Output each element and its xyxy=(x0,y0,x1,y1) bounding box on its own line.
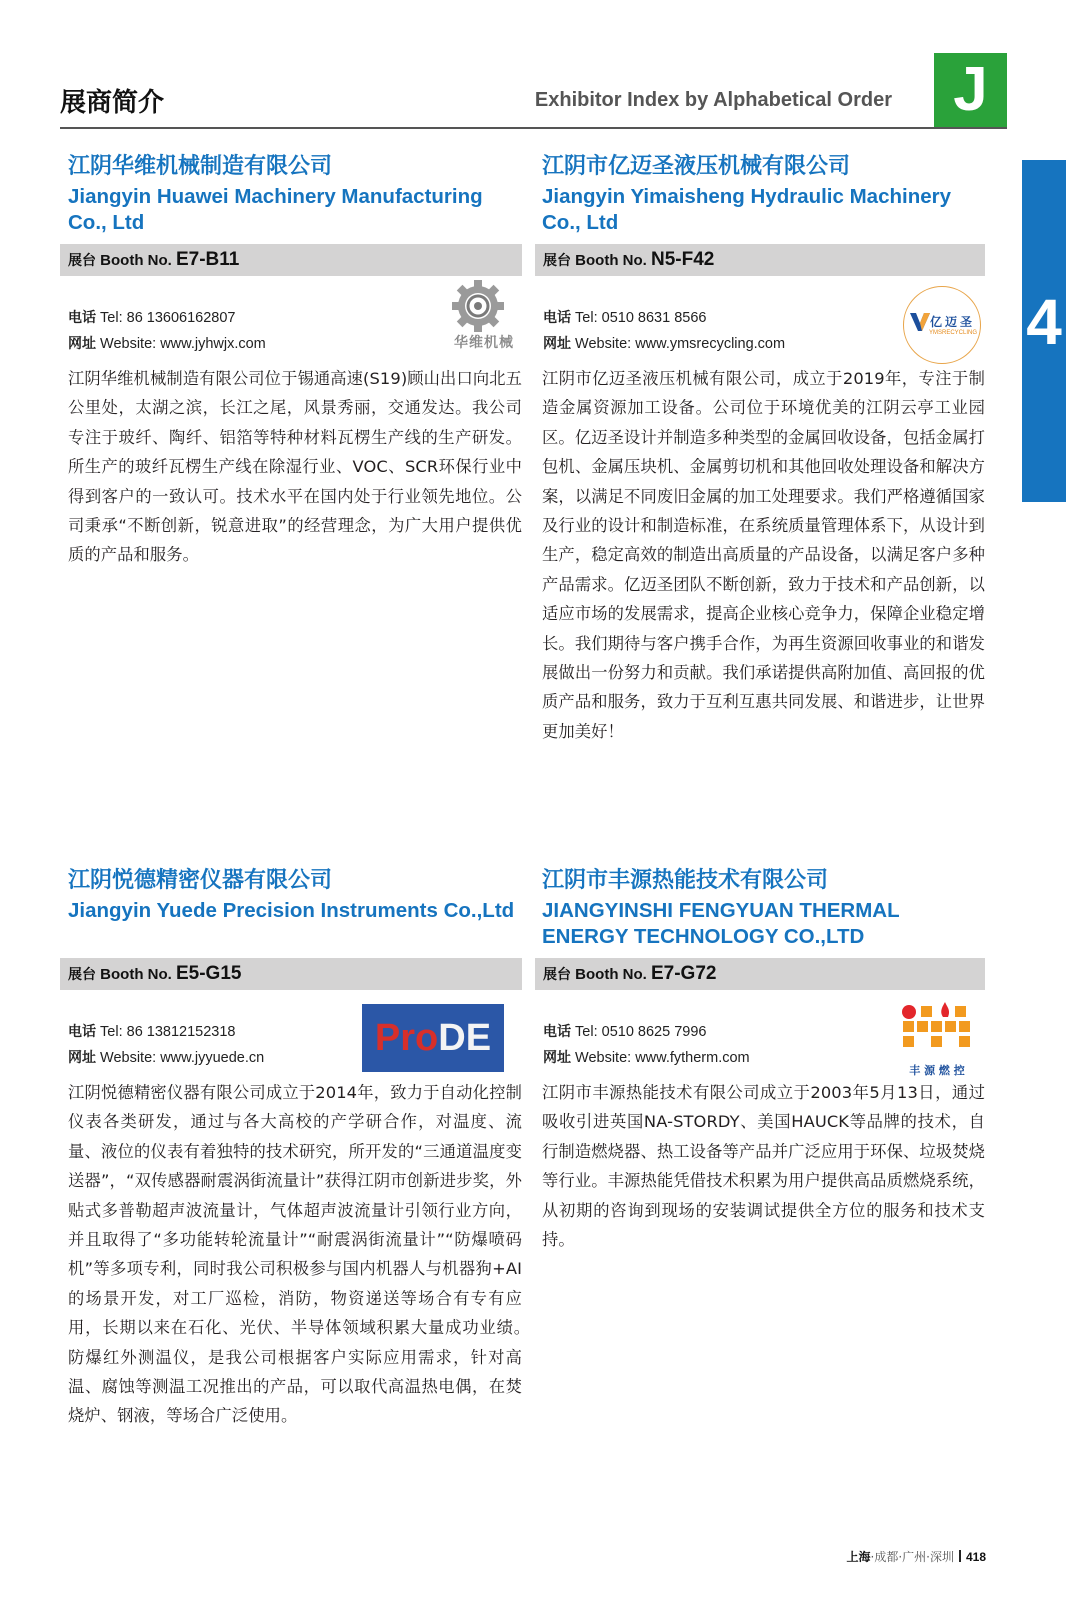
website-label-en: Website: xyxy=(571,1050,636,1066)
website-line xyxy=(543,1047,750,1067)
exhibitor-name-cn: 江阴华维机械制造有限公司 xyxy=(68,154,333,179)
booth-label-en: Booth No. xyxy=(571,252,651,269)
website-link[interactable]: www.ymsrecycling.com xyxy=(635,336,786,352)
tel-label-en: Tel: xyxy=(571,1024,602,1040)
tel-label-cn: 电话 xyxy=(543,1024,571,1040)
tel-value: 86 13812152318 xyxy=(126,1024,236,1040)
tel-value: 0510 8631 8566 xyxy=(601,310,707,326)
booth-label-cn: 展台 xyxy=(68,967,96,983)
website-link[interactable]: www.fytherm.com xyxy=(635,1050,750,1066)
tel-label-en: Tel: xyxy=(96,310,127,326)
tel-line xyxy=(68,1021,236,1041)
exhibitor-name-cn: 江阴市丰源热能技术有限公司 xyxy=(542,868,829,893)
booth-bar xyxy=(535,244,985,276)
alphabet-letter-badge: J xyxy=(934,53,1007,127)
section-side-tab: 4 xyxy=(1022,160,1066,502)
booth-label-en: Booth No. xyxy=(96,252,176,269)
page-footer xyxy=(847,1548,987,1565)
booth-number: E7-G72 xyxy=(650,963,717,984)
contact-block xyxy=(60,276,522,364)
page-number: 418 xyxy=(965,1550,986,1564)
page-title: 展商简介 xyxy=(60,88,165,118)
website-line xyxy=(68,333,266,353)
website-link[interactable]: www.jyyuede.cn xyxy=(160,1050,265,1066)
website-label-cn: 网址 xyxy=(543,336,571,352)
exhibitor-description: 江阴华维机械制造有限公司位于锡通高速(S19)顾山出口向北五公里处，太湖之滨，长江之尾，风景秀丽，交通发达。我公司专注于玻纤、陶纤、铝箔等特种材料瓦楞生产线的生产研发。所生产的玻纤瓦楞生产线在除湿行业、VOC、SCR环保行业中得到客户的一致认可。技术水平在国内处于行业领先地位。公司秉承“不断创新，锐意进取”的经营理念，为广大用户提供优质的产品和服务。 xyxy=(68,369,522,565)
exhibitor-entry xyxy=(60,152,522,570)
exhibitor-description: 江阴悦德精密仪器有限公司成立于2014年，致力于自动化控制仪表各类研发，通过与各大高校的产学研合作，对温度、流量、液位的仪表有着独特的技术研究，所开发的“三通道温度变送器”，“双传感器耐震涡街流量计”获得江阴市创新进步奖，外贴式多普勒超声波流量计，气体超声波流量计引领行业方向，并且取得了“多功能转轮流量计”“耐震涡街流量计”“防爆喷码机”等多项专利，同时我公司积极参与国内机器人与机器狗+AI的场景开发，对工厂巡检，消防，物资递送等场合有专有应用，长期以来在石化、光伏、半导体领域积累大量成功业绩。 防爆红外测温仪，是我公司根据客户实际应用需求，针对高温、腐蚀等测温工况推出的产品，可以取代高温热电偶，在焚烧炉、钢液，等场合广泛使用。 xyxy=(68,1083,539,1426)
tel-value: 86 13606162807 xyxy=(126,310,236,326)
tel-label-cn: 电话 xyxy=(68,310,96,326)
booth-label-cn: 展台 xyxy=(543,967,571,983)
exhibitor-name-en: Jiangyin Huawei Machinery Manufacturing Co., Ltd xyxy=(68,185,483,234)
website-label-en: Website: xyxy=(96,336,161,352)
exhibitor-name-cn: 江阴悦德精密仪器有限公司 xyxy=(68,868,333,893)
logo-text: 亿迈圣 xyxy=(930,315,976,329)
company-logo-yimaisheng xyxy=(903,286,981,364)
contact-block xyxy=(535,990,985,1078)
booth-label-en: Booth No. xyxy=(571,966,651,983)
website-label-cn: 网址 xyxy=(68,336,96,352)
logo-subtext: YMSRECYCLING xyxy=(929,330,978,336)
contact-block xyxy=(60,990,522,1078)
exhibitor-entry xyxy=(535,866,985,1254)
company-logo-prode xyxy=(362,1004,504,1072)
booth-bar xyxy=(60,958,522,990)
footer-city-main: 上海 xyxy=(846,1550,871,1564)
logo-text-de: DE xyxy=(438,1017,492,1059)
tel-line xyxy=(543,1021,706,1041)
exhibitor-name-en: Jiangyin Yuede Precision Instruments Co.,Ltd xyxy=(68,899,515,922)
exhibitor-description: 江阴市亿迈圣液压机械有限公司，成立于2019年，专注于制造金属资源加工设备。公司位于环境优美的江阴云亭工业园区。亿迈圣设计并制造多种类型的金属回收设备，包括金属打包机、金属压块机、金属剪切机和其他回收处理设备和解决方案，以满足不同废旧金属的加工处理要求。我们严格遵循国家及行业的设计和制造标准，在系统质量管理体系下，从设计到生产，稳定高效的制造出高质量的产品设备，以满足客户多种产品需求。亿迈圣团队不断创新，致力于技术和产品创新，以适应市场的发展需求，提高企业核心竞争力，保障企业稳定增长。我们期待与客户携手合作，为再生资源回收事业的和谐发展做出一份努力和贡献。我们承诺提供高附加值、高回报的优质产品和服务，致力于互利互惠共同发展、和谐进步，让世界更加美好！ xyxy=(542,369,985,741)
exhibitor-entry xyxy=(535,152,985,746)
company-logo-fengyuan xyxy=(899,1002,975,1076)
header-divider xyxy=(60,127,1007,129)
page-subtitle: Exhibitor Index by Alphabetical Order xyxy=(534,89,892,111)
booth-bar xyxy=(535,958,985,990)
website-link[interactable]: www.jyhwjx.com xyxy=(160,336,266,352)
website-line xyxy=(543,333,785,353)
logo-text-pro: Pro xyxy=(374,1017,439,1059)
footer-cities-other: ·成都·广州·深圳 xyxy=(870,1550,954,1564)
exhibitor-name-cn: 江阴市亿迈圣液压机械有限公司 xyxy=(542,154,851,179)
booth-label-cn: 展台 xyxy=(543,253,571,269)
company-logo-huawei xyxy=(430,280,514,352)
booth-bar xyxy=(60,244,522,276)
tel-label-cn: 电话 xyxy=(68,1024,96,1040)
booth-number: E7-B11 xyxy=(175,249,240,270)
booth-number: E5-G15 xyxy=(175,963,242,984)
exhibitor-name-en: JIANGYINSHI FENGYUAN THERMAL ENERGY TECHNOLOGY CO.,LTD xyxy=(542,899,900,948)
tel-label-cn: 电话 xyxy=(543,310,571,326)
tel-label-en: Tel: xyxy=(571,310,602,326)
exhibitor-name-en: Jiangyin Yimaisheng Hydraulic Machinery Co., Ltd xyxy=(542,185,951,234)
logo-text: 丰 源 燃 控 xyxy=(909,1064,965,1077)
flame-blocks-icon xyxy=(899,1002,975,1060)
contact-block xyxy=(535,276,985,364)
exhibitor-entry xyxy=(60,866,539,1431)
website-label-en: Website: xyxy=(96,1050,161,1066)
website-label-cn: 网址 xyxy=(543,1050,571,1066)
tel-line xyxy=(68,307,236,327)
tel-value: 0510 8625 7996 xyxy=(601,1024,707,1040)
ymc-mark-icon xyxy=(910,311,930,333)
booth-number: N5-F42 xyxy=(650,249,715,270)
logo-text: 华维机械 xyxy=(454,335,514,351)
website-line xyxy=(68,1047,264,1067)
website-label-en: Website: xyxy=(571,336,636,352)
tel-label-en: Tel: xyxy=(96,1024,127,1040)
booth-label-en: Booth No. xyxy=(96,966,176,983)
tel-line xyxy=(543,307,706,327)
website-label-cn: 网址 xyxy=(68,1050,96,1066)
footer-separator xyxy=(959,1550,961,1562)
booth-label-cn: 展台 xyxy=(68,253,96,269)
gear-icon xyxy=(430,280,514,332)
exhibitor-description: 江阴市丰源热能技术有限公司成立于2003年5月13日，通过吸收引进英国NA-STORDY、美国HAUCK等品牌的技术，自行制造燃烧器、热工设备等产品并广泛应用于环保、垃圾焚烧等行业。丰源热能凭借技术积累为用户提供高品质燃烧系统，从初期的咨询到现场的安装调试提供全方位的服务和技术支持。 xyxy=(542,1083,985,1250)
